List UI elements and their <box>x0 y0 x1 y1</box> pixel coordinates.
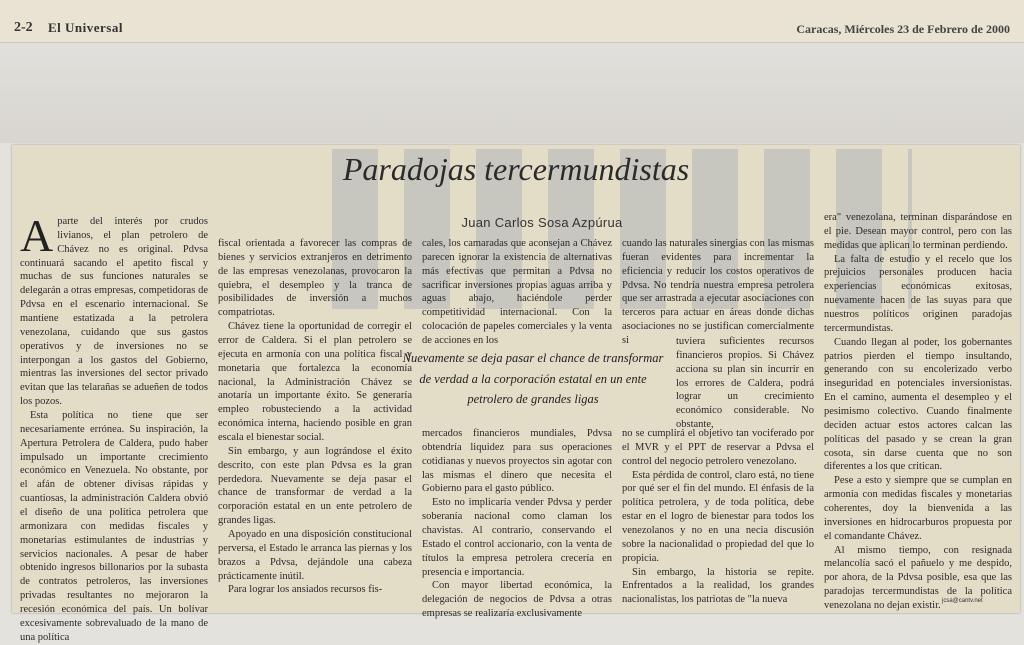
byline: Juan Carlos Sosa Azpúrua <box>461 215 623 230</box>
column-4-mid <box>676 335 814 432</box>
dateline: Caracas, Miércoles 23 de Febrero de 2000 <box>796 22 1010 36</box>
column-4-top <box>622 237 814 348</box>
column-2 <box>218 237 412 597</box>
paragraph: era" venezolana, terminan disparándose en el pie. Desean mayor control, pero con las medidas que aplican lo terminan perdiendo. <box>824 212 1012 251</box>
page-number: 2-2 <box>14 20 33 35</box>
background-gap <box>0 43 1024 143</box>
column-3-bottom <box>422 427 612 621</box>
paragraph: Para lograr los ansiados recursos fis- <box>228 584 383 596</box>
paragraph: no se cumplirá el objetivo tan vociferado por el MVR y el PPT de reservar a Pdvsa el control del negocio petrolero venezolano. <box>622 428 814 467</box>
paragraph: tuviera suficientes recursos financieros propios. Si Chávez acciona su plan sin incurrir en los errores de Caldera, podrá lograr un crecimiento económico considerable. No obstante, <box>676 336 814 431</box>
previous-page-strip <box>0 0 1024 43</box>
paragraph: mercados financieros mundiales, Pdvsa obtendría liquidez para sus operaciones cotidianas y nuevos proyectos sin agotar con las mismas el dinero que necesita el Gobierno para el gasto público. <box>422 428 612 495</box>
column-3-top <box>422 237 612 348</box>
article-title: Paradojas tercermundistas <box>342 151 690 187</box>
paragraph: Chávez tiene la oportunidad de corregir el error de Caldera. Si el plan petrolero se ejecuta en armonía con una política fiscal y monetaria que fortalezca la economía nacional, la Administración Chávez se anotaría un importante éxito. Se generaría empleo robusteciendo a la actividad económica interna, haciendo posible en gran escala el bienestar social. <box>218 321 412 444</box>
publication-name: El Universal <box>48 20 123 35</box>
paragraph: Apoyado en una disposición constitucional perversa, el Estado le arranca las piernas y los brazos a Pdvsa, dejándole una cabeza prácticamente inútil. <box>218 529 412 582</box>
paragraph: Pese a esto y siempre que se cumplan en armonía con medidas fiscales y monetarias coherentes, doy la bienvenida a las inversiones en hidrocarburos propuesta por el comandante Chávez. <box>824 475 1012 542</box>
paragraph: cuando las naturales sinergias con las mismas fueran evidentes para incrementar la eficiencia y reducir los costos operativos de Pdvsa. No tendría nuestra empresa petrolera que ser arrastrada a ejecutar asociaciones con terceros para actuar en áreas donde dichas asociaciones no se justifican comercialmente si <box>622 238 814 347</box>
paragraph: Cuando llegan al poder, los gobernantes patrios pierden el tiempo insultando, generando con su encolerizado verbo inseguridad en potenciales inversionistas. En el camino, aumenta el desempleo y el pesimismo colectivo. Cuando finalmente deciden actuar estos actores calcan las políticas del pasado y se crean la gran cosota, sin darse cuenta que no son diferentes a los que critican. <box>824 336 1012 473</box>
paragraph: Esta política no tiene que ser necesariamente errónea. Su inspiración, la Apertura Petrolera de Caldera, pudo haber impulsado un importante crecimiento económico en Venezuela. No obstante, por el afán de obtener divisas rápidas y cuantiosas, la administración Caldera obvió el diseño de una política petrolera que armonizara con medidas fiscales y monetarias estimulantes de industrias y servicios nacionales. A pesar de haber obtenido ingresos billonarios por la subasta de contratos petroleros, las inversiones privadas resultantes no mejoraron la recesión económica del país. Un bolívar excesivamente sobrevaluado de la mano de una política <box>20 410 208 643</box>
column-5 <box>824 211 1012 613</box>
column-4-bottom <box>622 427 814 607</box>
paragraph: La falta de estudio y el recelo que los prejuicios personales producen hacia experiencias económicas exitosas, nuevamente hacen de las suyas para que nuestros políticos originen paradojas tercermundistas. <box>824 253 1012 334</box>
paragraph: Aparte del interés por crudos livianos, el plan petrolero de Chávez no es original. Pdvsa continuará sacando el apetito fiscal y muchas de sus funciones naturales se delegarán a otras empresas, competidoras de Pdvsa en el escenario internacional. Se mantiene estatizada a la petrolera venezolana, cuidando que sus gastos operativos y de inversiones no se interpongan a los gastos del Gobierno, mientras las inversiones del sector privado evitan que las telarañas se adueñen de todos los pozos. <box>20 210 208 408</box>
newspaper-clipping <box>12 145 1020 643</box>
paragraph: fiscal orientada a favorecer las compras de bienes y servicios extranjeros en detrimento de las empresas venezolanas, provocaron la quiebra, el desempleo y la tranca de posibilidades de inversión a muchos compatriotas. <box>218 238 412 319</box>
paragraph: Al mismo tiempo, con resignada melancolía sacó el pañuelo y me despido, por ahora, de la Pdvsa posible, esa que las paradojas tercermundistas de la política venezolana no dejan existir. <box>824 544 1012 612</box>
paragraph: cales, los camaradas que aconsejan a Chávez parecen ignorar la existencia de alternativas más efectivas que permitan a Pdvsa no sacrificar inversiones propias aguas arriba y aguas abajo, haciéndole perder competitividad internacional. Con la colocación de papeles comerciales y la venta de acciones en los <box>422 238 612 347</box>
paragraph: Sin embargo, la historia se repite. Enfrentados a la realidad, los grandes nacionalistas, los patriotas de "la nueva <box>622 566 814 606</box>
paragraph: Con mayor libertad económica, la delegación de negocios de Pdvsa a otras empresas se realizaría exclusivamente <box>422 580 612 620</box>
drop-cap: A <box>20 210 54 261</box>
paragraph: Esta pérdida de control, claro está, no tiene por qué ser el fin del mundo. El énfasis de la política petrolera, y de toda política, debe estar en el logro de bienestar para todos los venezolanos y no en una necia discusión sobre la nacionalidad o propiedad del que lo propicia. <box>622 469 814 564</box>
paragraph: Esto no implicaría vender Pdvsa y perder soberanía nacional como claman los chavistas. Al contrario, conservando el Estado el control accionario, con la venta de títulos la empresa petrolera crecería en presencia e importancia. <box>422 497 612 578</box>
pull-quote: Nuevamente se deja pasar el chance de transformar de verdad a la corporación estatal en un ente petrolero de grandes ligas <box>402 351 664 407</box>
author-email: jcsa@cantv.net <box>942 598 983 604</box>
column-1 <box>20 210 208 645</box>
paragraph: Sin embargo, y aun lográndose el éxito descrito, con este plan Pdvsa es la gran perdedora. Nuevamente se deja pasar el chance de transformar de verdad a la corporación estatal en un ente petrolero de grandes ligas. <box>218 445 412 527</box>
